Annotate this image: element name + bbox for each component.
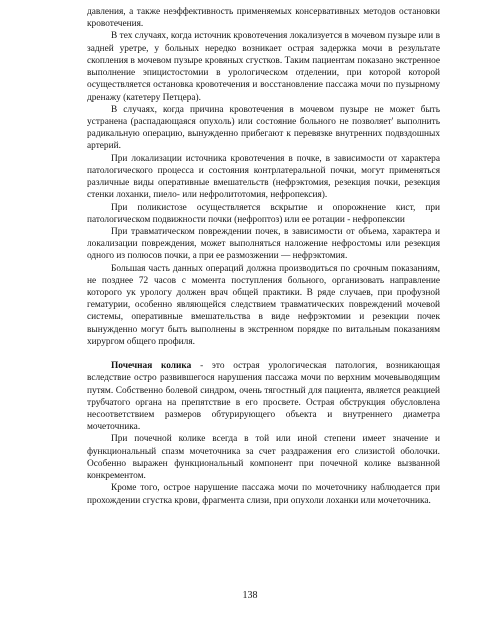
- paragraph-urgent-operations: Большая часть данных операций должна производиться по срочным показаниям, не позднее 72 часов с момента поступления больного, организовать направление которого ук урологу должен врач общей практики. В ряде случаев, при профузной гематурии, особенно являющейся следствием травматических повреждений мочевой системы, оперативные вмешательства в виде нефрэктомии и резекции почек вынужденно могут быть выполнены в экстренном порядке по витальным показаниям хирургом общего профиля.: [87, 263, 440, 347]
- body-text: [87, 6, 440, 507]
- paragraph-other-obstruction: Кроме того, острое нарушение пассажа мочи по мочеточнику наблюдается при прохождении сгустка крови, фрагмента слизи, при опухоли лоханки или мочеточника.: [87, 483, 440, 506]
- paragraph-renal-colic: [87, 360, 440, 433]
- paragraph-bladder-bleeding: В тех случаях, когда источник кровотечения локализуется в мочевом пузыре или в задней уретре, у больных нередко возникает острая задержка мочи в результате скопления в мочевом пузыре кровяных сгустков. Таким пациентам показано экстренное выполнение эпицистостомии в урологическом отделении, при которой которой осуществляется остановка кровотечения и восстановление пассажа мочи по пузырному дренажу (катетеру Петцера).: [87, 31, 440, 103]
- paragraph-continuation: давления, а также неэффективность применяемых консервативных методов остановки кровотечения.: [87, 7, 440, 30]
- page-number: 138: [242, 590, 258, 601]
- paragraph-functional-spasm: При почечной колике всегда в той или иной степени имеет значение и функциональный спазм мочеточника за счет раздражения его слизистой оболочки. Особенно выражен функциональный компонент при почечной колике вызванной конкрементом.: [87, 434, 440, 482]
- paragraph-artery-ligation: В случаях, когда причина кровотечения в мочевом пузыре не может быть устранена (распадающаяся опухоль) или состояние больного не позволяет' выполнить радикальную операцию, вынужденно прибегают к перевязке внутренних подвздошных артерий.: [87, 104, 440, 152]
- term-renal-colic: Почечная колика: [111, 361, 192, 372]
- paragraph-kidney-source: При локализации источника кровотечения в почке, в зависимости от характера патологического процесса и состояния контрлатеральной почки, могут применяться различные виды оперативные вмешательств (нефрэктомия, резекция почки, резекция стенки лоханки, пиело- или нефролитотомия, нефропексия).: [87, 153, 440, 201]
- renal-colic-definition: - это острая урологическая патология, возникающая вследствие остро развившегося нарушения пассажа мочи по верхним мочевыводящим путям. Собственно болевой синдром, очень тягостный для пациента, является реакцией трубчатого органа на препятствие в его просвете. Острая обструкция обусловлена несоответствием размеров обтурирующего объекта и внутреннего диаметра мочеточника.: [87, 361, 441, 433]
- paragraph-kidney-trauma: При травматическом повреждении почек, в зависимости от объема, характера и локализации повреждения, может выполняться наложение нефростомы или резекция одного из полюсов почки, а при ее размозжении — нефрэктомия.: [87, 226, 440, 262]
- paragraph-polycystic: При поликистозе осуществляется вскрытие и опорожнение кист, при патологическом подвижности почки (нефроптоз) или ее ротации - нефропексии: [87, 202, 440, 225]
